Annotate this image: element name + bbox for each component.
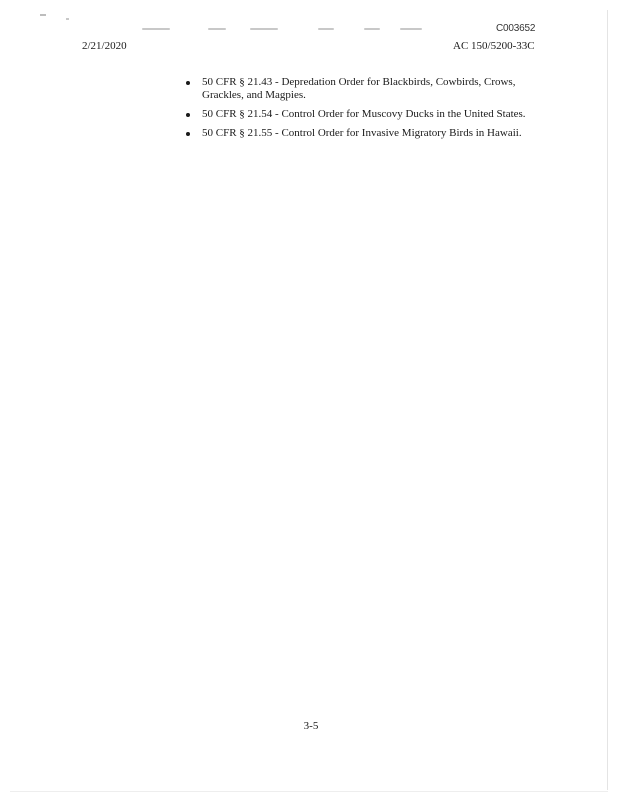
bullet-icon xyxy=(186,113,190,117)
scan-artifact xyxy=(66,18,69,20)
regulation-bullet-list xyxy=(176,76,536,146)
header-date: 2/21/2020 xyxy=(82,40,127,52)
list-item xyxy=(176,76,536,102)
faded-header-marks xyxy=(142,28,422,34)
page-number: 3-5 xyxy=(303,720,319,732)
list-item xyxy=(176,127,536,140)
list-item-text: 50 CFR § 21.54 - Control Order for Muscovy Ducks in the United States. xyxy=(202,108,526,120)
header-ac-number: AC 150/5200-33C xyxy=(453,40,535,52)
bullet-icon xyxy=(186,132,190,136)
scan-edge xyxy=(10,791,608,792)
scan-artifact xyxy=(40,14,46,16)
list-item-text: 50 CFR § 21.43 - Depredation Order for Blackbirds, Cowbirds, Crows, Grackles, and Magpies. xyxy=(202,76,516,101)
bullet-icon xyxy=(186,81,190,85)
list-item xyxy=(176,108,536,121)
scan-edge xyxy=(607,10,608,790)
document-id-stamp: C003652 xyxy=(496,23,536,34)
list-item-text: 50 CFR § 21.55 - Control Order for Invasive Migratory Birds in Hawaii. xyxy=(202,127,522,139)
